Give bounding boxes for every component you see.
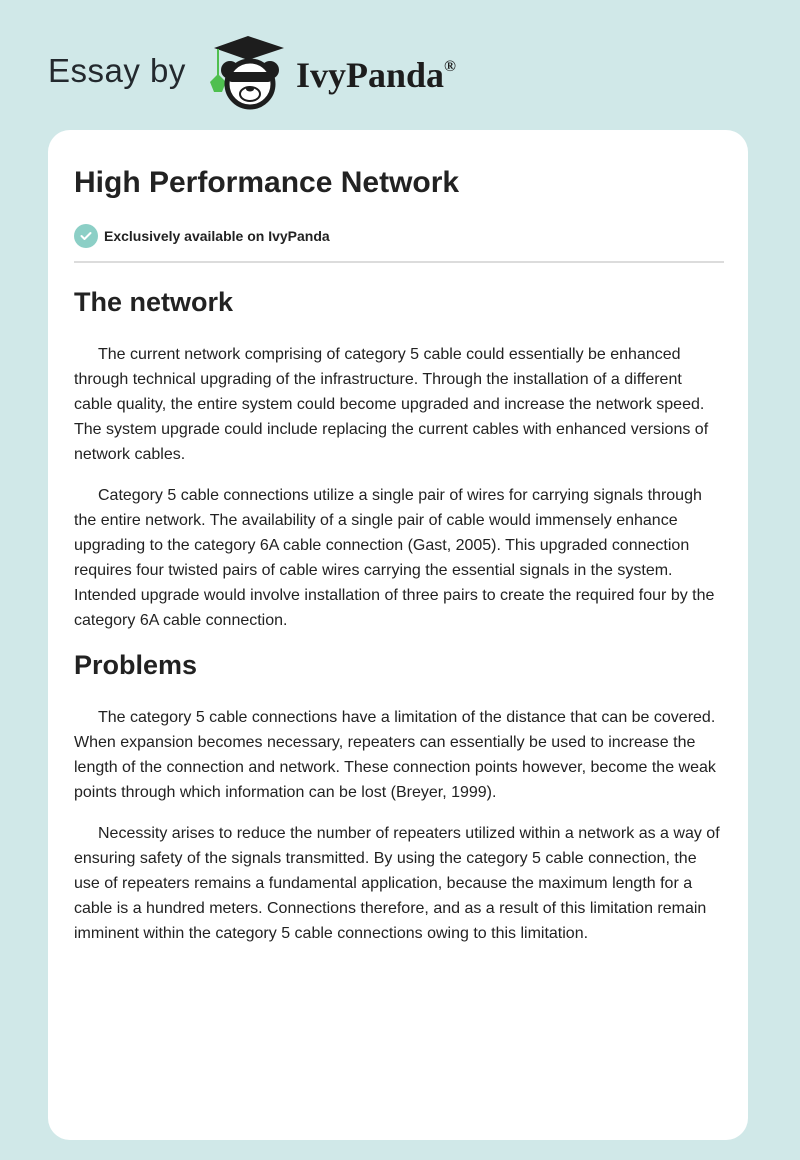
page-title: High Performance Network (74, 166, 460, 199)
section-heading: Problems (74, 650, 198, 680)
section-heading: The network (74, 287, 234, 317)
essay-card (48, 130, 748, 1140)
paragraph: The current network comprising of category 5 cable could essentially be enhanced through technical upgrading of the infrastructure. Through the installation of a different cable quality, the entire system could become upgraded and increase the network speed. The system upgrade could include replacing the current cables with enhanced versions of network cables. (74, 346, 709, 463)
brand-name[interactable] (296, 54, 456, 96)
badge-text: Exclusively available on IvyPanda (104, 228, 330, 244)
divider (74, 261, 724, 263)
paragraph: Category 5 cable connections utilize a single pair of wires for carrying signals through the entire network. The availability of a single pair of cable would immensely enhance upgrading to the category 6A cable connection (Gast, 2005). This upgraded connection requires four twisted pairs of cable wires carrying the essential signals in the system. Intended upgrade would involve installation of three pairs to create the required four by the category 6A cable connection. (74, 487, 715, 629)
essay-by-label: Essay by (48, 52, 186, 89)
site-header (0, 20, 800, 120)
brand-text: IvyPanda (296, 55, 445, 95)
check-circle-icon (74, 224, 98, 248)
paragraph: Necessity arises to reduce the number of repeaters utilized within a network as a way of ensuring safety of the signals transmitted. By using the category 5 cable connection, the use of repeaters remains a fundamental application, because the maximum length for a cable is a hundred meters. Connections therefore, and as a result of this limitation remain imminent within the category 5 cable connections owing to this limitation. (74, 825, 720, 942)
ivypanda-logo-icon[interactable] (200, 34, 296, 110)
paragraph: The category 5 cable connections have a limitation of the distance that can be covered. When expansion becomes necessary, repeaters can essentially be used to increase the length of the connection and network. These connection points however, become the weak points through which information can be lost (Breyer, 1999). (74, 709, 716, 801)
essay-body (74, 280, 724, 962)
registered-mark: ® (444, 58, 456, 75)
exclusive-badge (74, 224, 330, 248)
